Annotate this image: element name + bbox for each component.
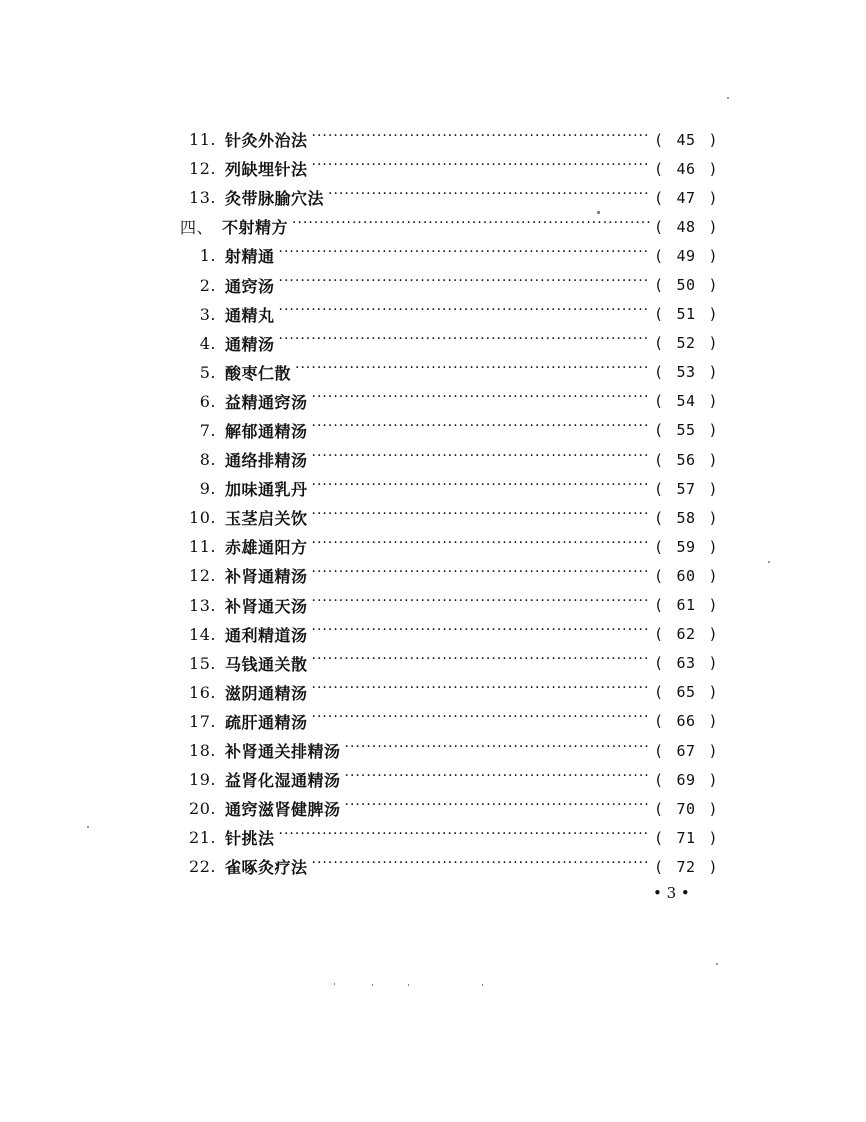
toc-entry-page (654, 800, 718, 818)
toc-entry-title: 玉茎启关饮 (225, 509, 308, 529)
page-paren-close: ) (708, 159, 718, 178)
page-paren-close: ) (708, 683, 718, 702)
toc-entry (180, 300, 718, 329)
toc-entry-page (654, 392, 718, 410)
toc-entry-title: 针挑法 (225, 829, 275, 849)
page-paren-close: ) (708, 741, 718, 760)
page-paren-close: ) (708, 625, 718, 644)
scan-speck (372, 984, 373, 986)
toc-entry-page (654, 596, 718, 614)
toc-entry-number: 14. (189, 624, 216, 644)
page-paren-close: ) (708, 188, 718, 207)
toc-entry-title: 酸枣仁散 (225, 363, 292, 383)
dot-leader (312, 132, 650, 148)
page-paren-open: ( (654, 188, 664, 207)
toc-entry-number: 13. (189, 188, 216, 208)
page-paren-close: ) (708, 857, 718, 876)
toc-entry-page (654, 625, 718, 643)
toc-entry (180, 270, 718, 299)
toc-entry-number: 20. (189, 799, 216, 819)
toc-entry-number: 2. (199, 275, 216, 295)
toc-entry-number: 22. (189, 857, 216, 877)
toc-entry-page (654, 480, 718, 498)
toc-entry (180, 416, 718, 445)
toc-entry-page (654, 538, 718, 556)
toc-entry-title: 赤雄通阳方 (225, 538, 308, 558)
toc-entry-title: 通精丸 (225, 305, 275, 325)
scan-speck (768, 561, 770, 563)
toc-entry (180, 445, 718, 474)
page-number-value: 56 (676, 450, 696, 469)
page-number-value: 52 (676, 334, 696, 353)
page-number-value: 46 (676, 159, 696, 178)
dot-leader (279, 277, 650, 293)
toc-entry-title: 射精通 (225, 247, 275, 267)
toc-entry-title: 补肾通关排精汤 (225, 742, 341, 762)
toc-entry (180, 183, 718, 212)
dot-leader (312, 597, 650, 613)
toc-entry-title: 雀啄灸疗法 (225, 858, 308, 878)
page-number: • 3 • (653, 884, 690, 902)
page-paren-close: ) (708, 276, 718, 295)
toc-entry-page (654, 654, 718, 672)
page-paren-open: ( (654, 508, 664, 527)
scan-speck (727, 97, 729, 99)
page-paren-close: ) (708, 334, 718, 353)
toc-entry-number: 5. (199, 362, 216, 382)
toc-entry-number: 17. (189, 711, 216, 731)
dot-leader (312, 859, 650, 875)
toc-entry-page (654, 858, 718, 876)
toc-entry (180, 532, 718, 561)
toc-entry-title: 益精通窍汤 (225, 392, 308, 412)
dot-leader (312, 393, 650, 409)
toc-entry-page (654, 771, 718, 789)
toc-entry-title: 加味通乳丹 (225, 480, 308, 500)
dot-leader (345, 772, 650, 788)
page-paren-close: ) (708, 246, 718, 265)
page-paren-open: ( (654, 566, 664, 585)
page-paren-close: ) (708, 537, 718, 556)
toc-entry-number: 15. (189, 653, 216, 673)
toc-entry-number: 11. (189, 130, 216, 150)
toc-entry-page (654, 305, 718, 323)
page-paren-open: ( (654, 363, 664, 382)
page-paren-close: ) (708, 450, 718, 469)
page-paren-open: ( (654, 479, 664, 498)
toc-entry-title: 补肾通精汤 (225, 567, 308, 587)
toc-entry-title: 通窍汤 (225, 276, 275, 296)
page-number-value: 69 (676, 770, 696, 789)
dot-leader (312, 422, 650, 438)
page-number-value: 70 (676, 799, 696, 818)
toc-entry-page (654, 131, 718, 149)
page-paren-close: ) (708, 392, 718, 411)
page-paren-close: ) (708, 130, 718, 149)
dot-leader (312, 626, 650, 642)
page-paren-open: ( (654, 654, 664, 673)
toc-entry-title: 列缺埋针法 (225, 160, 308, 180)
toc-entry-title: 疏肝通精汤 (225, 712, 308, 732)
scan-speck (87, 826, 89, 828)
page-paren-close: ) (708, 828, 718, 847)
toc-entry (180, 358, 718, 387)
toc-entry-page (654, 218, 718, 236)
toc-entry-title: 通精汤 (225, 334, 275, 354)
page-number-value: 54 (676, 392, 696, 411)
toc-entry-number: 1. (199, 246, 216, 266)
dot-leader (312, 452, 650, 468)
toc-entry-number: 12. (189, 566, 216, 586)
toc-entry (180, 387, 718, 416)
toc-entry (180, 329, 718, 358)
page-paren-open: ( (654, 421, 664, 440)
page-number-value: 45 (676, 130, 696, 149)
scan-speck (716, 963, 718, 965)
page-paren-open: ( (654, 246, 664, 265)
toc-entry-page (654, 683, 718, 701)
toc-entry-number: 18. (189, 741, 216, 761)
toc-entry-title: 益肾化湿通精汤 (225, 771, 341, 791)
toc-entry (180, 736, 718, 765)
toc-entry (180, 154, 718, 183)
toc-entry-page (654, 829, 718, 847)
toc-entry-number: 11. (189, 537, 216, 557)
toc-entry-number: 四、 (180, 218, 214, 238)
toc-entry-page (654, 160, 718, 178)
dot-leader (279, 335, 650, 351)
page-paren-open: ( (654, 770, 664, 789)
toc-entry (180, 794, 718, 823)
page-paren-close: ) (708, 305, 718, 324)
toc-entry (180, 678, 718, 707)
toc-entry-number: 6. (199, 391, 216, 411)
dot-leader (345, 801, 650, 817)
dot-leader (312, 713, 650, 729)
page-number-value: 55 (676, 421, 696, 440)
page-paren-open: ( (654, 392, 664, 411)
toc-entry-title: 滋阴通精汤 (225, 683, 308, 703)
scan-speck (482, 984, 483, 986)
toc-entry-page (654, 334, 718, 352)
toc-entry-title: 灸带脉腧穴法 (225, 189, 325, 209)
scan-speck (408, 984, 409, 986)
scan-speck (334, 983, 335, 985)
toc-entry (180, 474, 718, 503)
page-number-value: 47 (676, 188, 696, 207)
page-paren-open: ( (654, 857, 664, 876)
page-paren-open: ( (654, 712, 664, 731)
toc-entry-number: 16. (189, 682, 216, 702)
page-paren-close: ) (708, 712, 718, 731)
page-paren-close: ) (708, 217, 718, 236)
page-number-value: 71 (676, 828, 696, 847)
toc-entry-title: 解郁通精汤 (225, 421, 308, 441)
toc-entry-page (654, 742, 718, 760)
toc-entry-number: 19. (189, 770, 216, 790)
toc-entry-page (654, 189, 718, 207)
page-number-value: 63 (676, 654, 696, 673)
page-paren-open: ( (654, 828, 664, 847)
page-paren-close: ) (708, 479, 718, 498)
page-number-value: 62 (676, 625, 696, 644)
page-number-value: 58 (676, 508, 696, 527)
toc-entry (180, 591, 718, 620)
toc-entry (180, 503, 718, 532)
page-paren-open: ( (654, 683, 664, 702)
toc-entry-number: 8. (199, 450, 216, 470)
toc-entry-title: 通利精道汤 (225, 625, 308, 645)
toc-entry-page (654, 451, 718, 469)
page-paren-close: ) (708, 654, 718, 673)
toc-entry-number: 9. (199, 479, 216, 499)
page-paren-open: ( (654, 159, 664, 178)
toc-entry-number: 10. (189, 508, 216, 528)
page-paren-open: ( (654, 799, 664, 818)
page-number-value: 57 (676, 479, 696, 498)
dot-leader (292, 219, 650, 235)
toc-entry (180, 212, 718, 241)
dot-leader (312, 481, 650, 497)
dot-leader (312, 161, 650, 177)
page-number-value: 53 (676, 363, 696, 382)
dot-leader (328, 190, 650, 206)
toc-entry (180, 823, 718, 852)
page-paren-close: ) (708, 363, 718, 382)
toc-entry (180, 765, 718, 794)
toc-entry (180, 125, 718, 154)
scan-speck (597, 211, 600, 214)
dot-leader (312, 510, 650, 526)
page-number-value: 59 (676, 537, 696, 556)
table-of-contents (180, 125, 718, 881)
dot-leader (312, 655, 650, 671)
page-paren-open: ( (654, 625, 664, 644)
toc-entry (180, 852, 718, 881)
toc-entry-page (654, 421, 718, 439)
toc-entry-title: 通络排精汤 (225, 451, 308, 471)
toc-entry-title: 补肾通天汤 (225, 596, 308, 616)
page-paren-close: ) (708, 596, 718, 615)
toc-entry-number: 3. (199, 304, 216, 324)
dot-leader (279, 248, 650, 264)
toc-entry-page (654, 712, 718, 730)
page-number-value: 61 (676, 596, 696, 615)
dot-leader (312, 568, 650, 584)
page-paren-open: ( (654, 537, 664, 556)
page-number-value: 48 (676, 217, 696, 236)
page-number-value: 67 (676, 741, 696, 760)
toc-entry-number: 13. (189, 595, 216, 615)
toc-entry-number: 21. (189, 828, 216, 848)
page-paren-open: ( (654, 130, 664, 149)
toc-entry-page (654, 363, 718, 381)
page-paren-open: ( (654, 741, 664, 760)
toc-entry-page (654, 276, 718, 294)
dot-leader (312, 684, 650, 700)
dot-leader (279, 306, 650, 322)
toc-entry (180, 241, 718, 270)
toc-entry-number: 4. (199, 333, 216, 353)
page-number-value: 66 (676, 712, 696, 731)
toc-entry (180, 649, 718, 678)
dot-leader (279, 830, 650, 846)
page-paren-open: ( (654, 276, 664, 295)
page-paren-open: ( (654, 450, 664, 469)
page-number-value: 49 (676, 246, 696, 265)
page-paren-close: ) (708, 566, 718, 585)
toc-entry-title: 针灸外治法 (225, 131, 308, 151)
page-paren-open: ( (654, 596, 664, 615)
toc-entry-title: 马钱通关散 (225, 654, 308, 674)
page-paren-close: ) (708, 799, 718, 818)
page-paren-close: ) (708, 508, 718, 527)
toc-entry-title: 不射精方 (222, 218, 289, 238)
page-number-value: 72 (676, 857, 696, 876)
toc-entry-title: 通窍滋肾健脾汤 (225, 800, 341, 820)
dot-leader (312, 539, 650, 555)
toc-entry-page (654, 567, 718, 585)
dot-leader (345, 743, 650, 759)
dot-leader (295, 364, 650, 380)
page-paren-open: ( (654, 334, 664, 353)
page-paren-close: ) (708, 421, 718, 440)
page-number-value: 50 (676, 276, 696, 295)
page-number-value: 51 (676, 305, 696, 324)
toc-entry (180, 707, 718, 736)
page-number-value: 60 (676, 566, 696, 585)
page-paren-close: ) (708, 770, 718, 789)
toc-entry-number: 12. (189, 159, 216, 179)
toc-entry (180, 620, 718, 649)
toc-entry-number: 7. (199, 420, 216, 440)
page-paren-open: ( (654, 217, 664, 236)
page-paren-open: ( (654, 305, 664, 324)
toc-entry (180, 561, 718, 590)
toc-entry-page (654, 247, 718, 265)
page-number-value: 65 (676, 683, 696, 702)
toc-entry-page (654, 509, 718, 527)
